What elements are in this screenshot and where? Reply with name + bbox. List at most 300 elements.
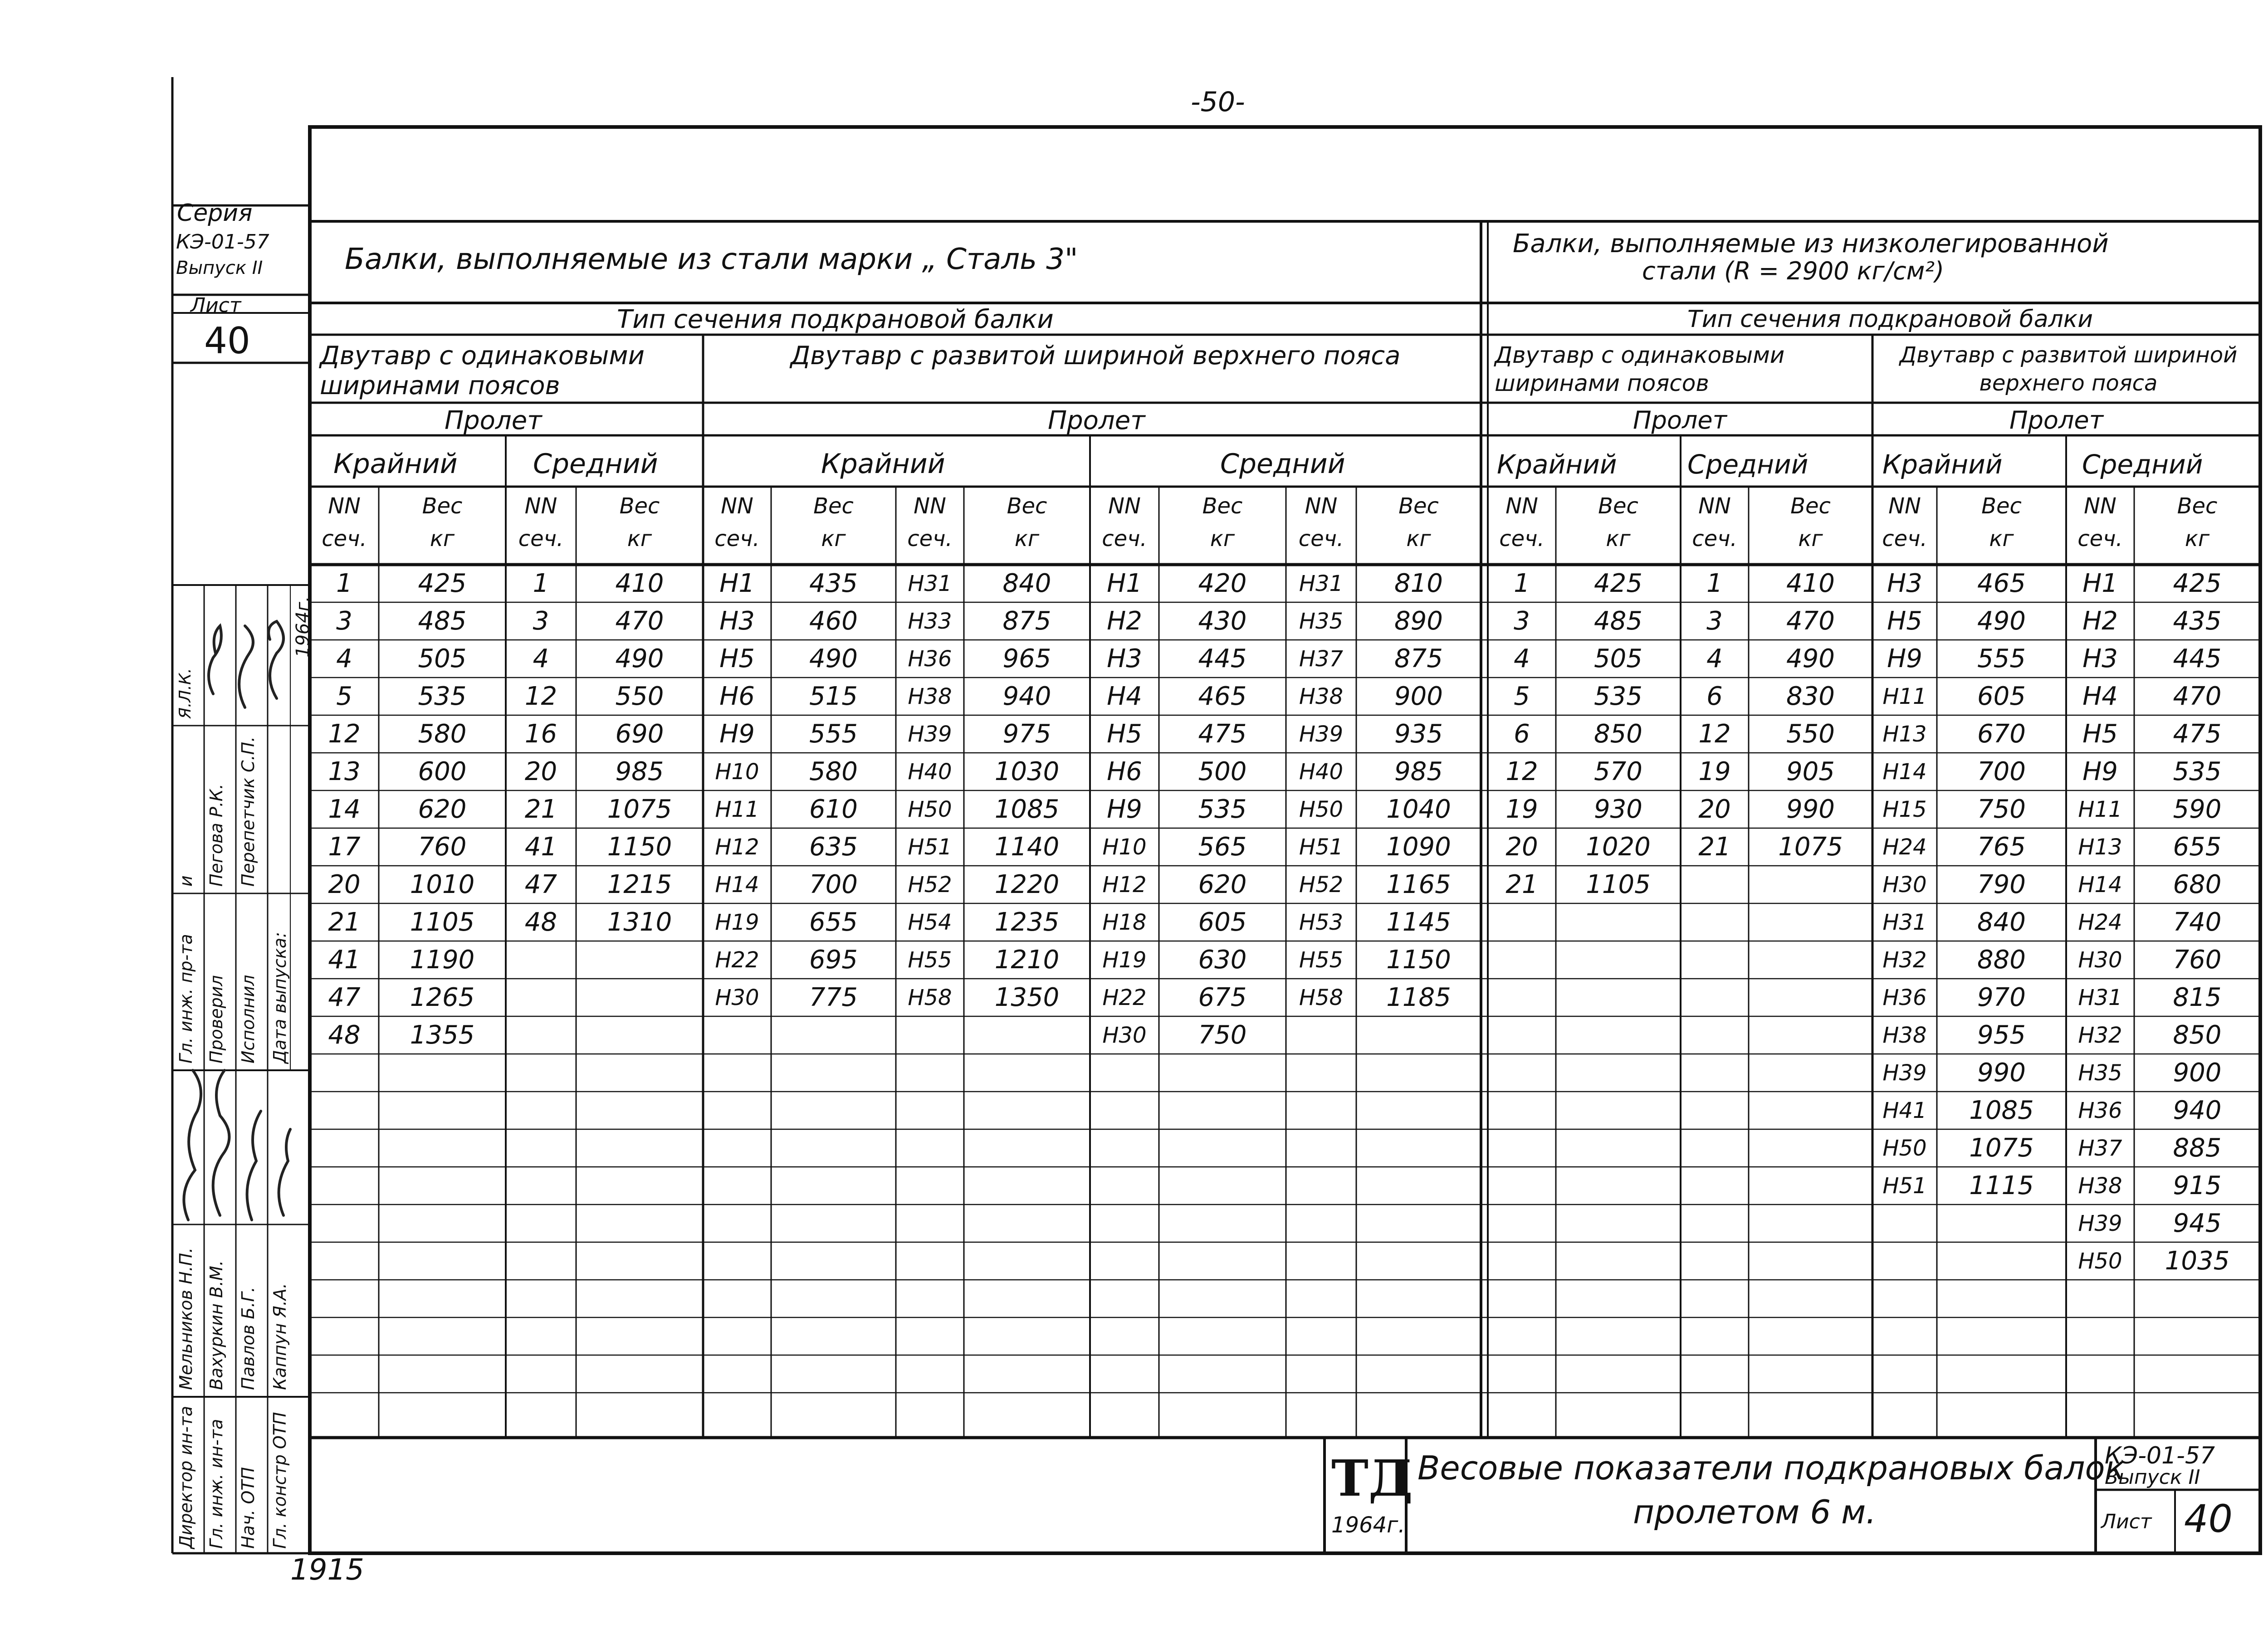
section-number-cell: Н5 [1107, 719, 1142, 749]
weight-cell: 1265 [410, 983, 475, 1012]
title-block-sheet-number: 40 [2184, 1497, 2233, 1541]
section-number-cell: 20 [328, 870, 361, 899]
signatory-role-2: Гл. инж. пр-та [176, 934, 196, 1063]
td-logo-year: 1964г. [1331, 1512, 1405, 1538]
weight-cell: 975 [1002, 719, 1051, 749]
unit-header: кг [1210, 526, 1235, 551]
section-number-cell: Н22 [1102, 985, 1147, 1010]
weight-header: Вес [1790, 493, 1831, 519]
section-number-cell: Н11 [715, 797, 759, 822]
section-number-cell: 4 [1706, 644, 1723, 673]
weight-cell: 535 [1198, 795, 1247, 824]
section-number-cell: Н1 [2082, 569, 2118, 598]
release-year: 1964г. [293, 596, 313, 658]
section-number-cell: 48 [524, 907, 557, 937]
unit-header: кг [1798, 526, 1823, 551]
section-number-cell: Н24 [2078, 910, 2122, 935]
section-number-cell: Н3 [1887, 569, 1922, 598]
weight-cell: 750 [1977, 795, 2026, 824]
weight-cell: 1075 [1969, 1133, 2034, 1163]
section-number-cell: 20 [524, 757, 557, 786]
section-number-cell: Н55 [1299, 947, 1344, 973]
section-number-cell: Н13 [2078, 834, 2122, 860]
section-number-cell: Н30 [1102, 1023, 1147, 1048]
weight-cell: 930 [1594, 795, 1642, 824]
section-number-cell: Н3 [719, 606, 755, 636]
weight-cell: 570 [1594, 757, 1642, 786]
weight-cell: 1350 [994, 983, 1060, 1012]
section-number-cell: Н51 [1299, 834, 1344, 860]
weight-cell: 535 [1594, 682, 1642, 711]
weight-cell: 620 [418, 795, 467, 824]
weight-cell: 740 [2173, 907, 2222, 937]
weight-cell: 840 [1002, 569, 1051, 598]
weight-cell: 775 [809, 983, 858, 1012]
unit-header: кг [627, 526, 652, 551]
weight-header: Вес [422, 493, 463, 519]
section-number-cell: Н35 [1299, 609, 1344, 634]
section-number-cell: 5 [1514, 682, 1530, 711]
weight-cell: 490 [1977, 606, 2026, 636]
nn-header: NN [524, 493, 557, 519]
section-number-cell: 19 [1505, 795, 1538, 824]
weight-cell: 810 [1394, 569, 1443, 598]
weight-cell: 890 [1394, 606, 1443, 636]
section-number-cell: Н54 [908, 910, 952, 935]
left-section-type: Тип сечения подкрановой балки [617, 305, 1054, 334]
section-number-cell: 1 [533, 569, 549, 598]
weight-cell: 985 [615, 757, 664, 786]
weight-cell: 965 [1002, 644, 1051, 673]
section-number-cell: 20 [1505, 832, 1538, 862]
right-middle-2: Средний [2082, 449, 2203, 480]
weight-cell: 1150 [607, 832, 672, 862]
section-number-cell: Н53 [1299, 910, 1344, 935]
weight-cell: 655 [809, 907, 858, 937]
weight-cell: 490 [615, 644, 664, 673]
section-number-cell: 20 [1698, 795, 1731, 824]
nn-header: NN [1305, 493, 1338, 519]
weight-header: Вес [1007, 493, 1047, 519]
left-extreme-2: Крайний [821, 448, 945, 480]
signatory-name-2: и [176, 875, 196, 887]
unit-header: кг [1606, 526, 1631, 551]
sheet-title-line1: Весовые показатели подкрановых балок [1418, 1449, 2125, 1487]
section-number-cell: 1 [1514, 569, 1530, 598]
series-issue: Выпуск II [176, 258, 263, 278]
unit-header: кг [2185, 526, 2210, 551]
weight-cell: 900 [2173, 1058, 2222, 1088]
weight-cell: 1085 [1969, 1096, 2034, 1125]
weight-cell: 655 [2173, 832, 2222, 862]
left-span-2: Пролет [1048, 406, 1145, 435]
section-number-cell: Н37 [1299, 646, 1344, 672]
section-header: сеч. [2077, 526, 2123, 551]
section-number-cell: Н14 [1882, 759, 1927, 785]
signatory-name: Павлов Б.Г. [238, 1287, 258, 1390]
unit-header: кг [821, 526, 846, 551]
weight-cell: 620 [1198, 870, 1247, 899]
series-label: Серия [177, 200, 253, 227]
weight-cell: 435 [2173, 606, 2222, 636]
weight-cell: 690 [615, 719, 664, 749]
section-number-cell: Н9 [719, 719, 755, 749]
nn-header: NN [1505, 493, 1538, 519]
weight-cell: 610 [809, 795, 858, 824]
weight-cell: 485 [418, 606, 467, 636]
title-block-issue: Выпуск II [2105, 1466, 2200, 1489]
unit-header: кг [1406, 526, 1431, 551]
weight-cell: 475 [2173, 719, 2222, 749]
section-number-cell: Н41 [1882, 1098, 1927, 1123]
section-number-cell: Н9 [1107, 795, 1142, 824]
section-number-cell: Н3 [2082, 644, 2118, 673]
section-number-cell: 6 [1514, 719, 1530, 749]
weight-cell: 945 [2173, 1209, 2222, 1238]
weight-cell: 445 [1198, 644, 1247, 673]
section-number-cell: Н5 [719, 644, 755, 673]
left-middle-2: Средний [1220, 448, 1345, 480]
unit-header: кг [1014, 526, 1040, 551]
weight-cell: 475 [1198, 719, 1247, 749]
section-number-cell: Н32 [2078, 1023, 2122, 1048]
weight-cell: 850 [2173, 1020, 2222, 1050]
section-number-cell: 12 [524, 682, 557, 711]
weight-cell: 1030 [994, 757, 1060, 786]
weight-cell: 470 [1786, 606, 1835, 636]
signatory-name: Каппун Я.А. [270, 1283, 290, 1390]
weight-cell: 465 [1977, 569, 2026, 598]
page-number: -50- [1191, 86, 1245, 118]
weight-cell: 1105 [1586, 870, 1651, 899]
weight-cell: 695 [809, 945, 858, 975]
weight-cell: 550 [1786, 719, 1835, 749]
section-number-cell: 1 [336, 569, 352, 598]
sheet-label-left: Лист [191, 294, 241, 317]
weight-header: Вес [619, 493, 660, 519]
signatory-role-2: Проверил [206, 975, 226, 1063]
section-header: сеч. [1102, 526, 1147, 551]
section-header: сеч. [322, 526, 367, 551]
section-number-cell: 16 [524, 719, 557, 749]
weight-cell: 875 [1002, 606, 1051, 636]
section-number-cell: Н3 [1107, 644, 1142, 673]
unit-header: кг [430, 526, 455, 551]
signatory-name-2: Перепетчик С.П. [238, 736, 258, 887]
weight-header: Вес [1202, 493, 1243, 519]
weight-cell: 580 [418, 719, 467, 749]
title-block-sheet-label: Лист [2101, 1510, 2152, 1533]
weight-header: Вес [1598, 493, 1638, 519]
weight-cell: 535 [418, 682, 467, 711]
weight-cell: 425 [2173, 569, 2222, 598]
weight-cell: 445 [2173, 644, 2222, 673]
signatory-role-2: Исполнил [238, 975, 258, 1063]
section-number-cell: 41 [328, 945, 361, 975]
weight-cell: 425 [418, 569, 467, 598]
weight-cell: 935 [1394, 719, 1443, 749]
weight-cell: 915 [2173, 1171, 2222, 1200]
section-number-cell: Н14 [2078, 872, 2122, 897]
section-number-cell: Н58 [1299, 985, 1344, 1010]
weight-cell: 410 [1786, 569, 1835, 598]
weight-cell: 940 [1002, 682, 1051, 711]
nn-header: NN [721, 493, 753, 519]
left-middle-1: Средний [533, 448, 658, 480]
weight-cell: 635 [809, 832, 858, 862]
weight-cell: 505 [1594, 644, 1642, 673]
weight-cell: 1165 [1386, 870, 1451, 899]
section-number-cell: Н31 [1882, 910, 1927, 935]
section-number-cell: Н32 [1882, 947, 1927, 973]
nn-header: NN [1108, 493, 1141, 519]
section-number-cell: Н36 [2078, 1098, 2122, 1123]
section-number-cell: Н19 [715, 910, 759, 935]
weight-cell: 1085 [994, 795, 1060, 824]
section-number-cell: Н1 [1107, 569, 1142, 598]
weight-cell: 1310 [607, 907, 672, 937]
footer-number: 1915 [290, 1553, 364, 1587]
section-number-cell: Н30 [715, 985, 759, 1010]
left-extreme-1: Крайний [333, 448, 458, 480]
weight-cell: 1105 [410, 907, 475, 937]
weight-cell: 1075 [1778, 832, 1843, 862]
weight-cell: 1355 [410, 1020, 475, 1050]
section-header: сеч. [1499, 526, 1545, 551]
section-number-cell: Н40 [1299, 759, 1344, 785]
signatory-role: Гл. констр ОТП [270, 1412, 290, 1549]
weight-cell: 700 [1977, 757, 2026, 786]
section-number-cell: Н1 [719, 569, 755, 598]
section-number-cell: Н9 [1887, 644, 1922, 673]
weight-cell: 1210 [994, 945, 1060, 975]
weight-cell: 505 [418, 644, 467, 673]
weight-cell: 1040 [1386, 795, 1451, 824]
weight-cell: 1140 [994, 832, 1060, 862]
section-number-cell: Н39 [1299, 722, 1344, 747]
weight-cell: 565 [1198, 832, 1247, 862]
weight-cell: 840 [1977, 907, 2026, 937]
signatory-name: Вахуркин В.М. [206, 1260, 226, 1390]
weight-cell: 460 [809, 606, 858, 636]
section-number-cell: 4 [1514, 644, 1530, 673]
section-number-cell: 5 [336, 682, 352, 711]
section-number-cell: Н33 [908, 609, 952, 634]
right-extreme-2: Крайний [1882, 449, 2003, 480]
section-number-cell: 1 [1706, 569, 1723, 598]
section-number-cell: Н30 [1882, 872, 1927, 897]
weight-cell: 490 [1786, 644, 1835, 673]
section-header: сеч. [714, 526, 760, 551]
left-sub2: Двутавр с развитой шириной верхнего пояса [790, 341, 1401, 371]
section-number-cell: 12 [328, 719, 361, 749]
weight-header: Вес [1398, 493, 1439, 519]
weight-cell: 830 [1786, 682, 1835, 711]
weight-cell: 1190 [410, 945, 475, 975]
section-number-cell: Н38 [908, 684, 952, 709]
weight-cell: 485 [1594, 606, 1642, 636]
section-number-cell: Н4 [1107, 682, 1142, 711]
left-span-1: Пролет [445, 406, 542, 435]
right-section-type: Тип сечения подкрановой балки [1687, 306, 2093, 333]
weight-cell: 410 [615, 569, 664, 598]
section-number-cell: Н22 [715, 947, 759, 973]
section-header: сеч. [518, 526, 564, 551]
section-number-cell: 12 [1698, 719, 1731, 749]
signatory-role: Гл. инж. ин-та [206, 1419, 226, 1549]
section-header: сеч. [907, 526, 953, 551]
signatory-name: Мельников Н.П. [176, 1247, 196, 1390]
weight-cell: 790 [1977, 870, 2026, 899]
nn-header: NN [1698, 493, 1731, 519]
section-number-cell: Н38 [2078, 1173, 2122, 1199]
section-number-cell: 14 [328, 795, 361, 824]
weight-cell: 815 [2173, 983, 2222, 1012]
weight-cell: 900 [1394, 682, 1443, 711]
weight-cell: 675 [1198, 983, 1247, 1012]
left-group-title: Балки, выполняемые из стали марки „ Сталь 3" [345, 243, 1078, 276]
section-number-cell: Н51 [908, 834, 952, 860]
section-number-cell: Н39 [1882, 1060, 1927, 1086]
weight-cell: 465 [1198, 682, 1247, 711]
weight-cell: 435 [809, 569, 858, 598]
section-number-cell: Н51 [1882, 1173, 1927, 1199]
weight-cell: 885 [2173, 1133, 2222, 1163]
weight-cell: 550 [615, 682, 664, 711]
section-number-cell: 12 [1505, 757, 1538, 786]
section-number-cell: Н4 [2082, 682, 2118, 711]
section-number-cell: Н50 [1882, 1136, 1927, 1161]
section-number-cell: 21 [1698, 832, 1731, 862]
section-number-cell: 4 [533, 644, 549, 673]
weight-header: Вес [2177, 493, 2218, 519]
weight-cell: 880 [1977, 945, 2026, 975]
weight-cell: 875 [1394, 644, 1443, 673]
weight-cell: 850 [1594, 719, 1642, 749]
section-number-cell: 21 [524, 795, 557, 824]
title-block-code: КЭ-01-57 [2105, 1442, 2215, 1469]
section-number-cell: 21 [328, 907, 361, 937]
weight-cell: 1035 [2165, 1246, 2230, 1276]
section-number-cell: 4 [336, 644, 352, 673]
signatory-role: Директор ин-та [176, 1405, 196, 1549]
sheet-title-line2: пролетом 6 м. [1633, 1493, 1877, 1531]
section-number-cell: Н35 [2078, 1060, 2122, 1086]
section-number-cell: Н5 [2082, 719, 2118, 749]
weight-cell: 905 [1786, 757, 1835, 786]
left-sub1: Двутавр с одинаковыми ширинами поясов [320, 341, 645, 400]
right-span-2: Пролет [2009, 406, 2104, 434]
weight-cell: 430 [1198, 606, 1247, 636]
weight-cell: 700 [809, 870, 858, 899]
weight-cell: 750 [1198, 1020, 1247, 1050]
section-number-cell: Н40 [908, 759, 952, 785]
section-number-cell: Н52 [1299, 872, 1344, 897]
weight-cell: 1115 [1969, 1171, 2034, 1200]
weight-cell: 420 [1198, 569, 1247, 598]
weight-cell: 760 [418, 832, 467, 862]
section-number-cell: 21 [1505, 870, 1538, 899]
section-number-cell: Н19 [1102, 947, 1147, 973]
weight-cell: 680 [2173, 870, 2222, 899]
signatory-role-2: Дата выпуска: [270, 932, 290, 1063]
section-number-cell: 3 [1706, 606, 1723, 636]
section-number-cell: Н37 [2078, 1136, 2122, 1161]
section-header: сеч. [1692, 526, 1737, 551]
weight-cell: 1075 [607, 795, 672, 824]
section-number-cell: Н12 [715, 834, 759, 860]
weight-cell: 1215 [607, 870, 672, 899]
section-number-cell: Н55 [908, 947, 952, 973]
nn-header: NN [328, 493, 361, 519]
sheet-number-left: 40 [204, 320, 250, 362]
section-number-cell: Н50 [908, 797, 952, 822]
weight-cell: 555 [1977, 644, 2026, 673]
section-number-cell: 3 [336, 606, 352, 636]
section-number-cell: Н12 [1102, 872, 1147, 897]
weight-cell: 580 [809, 757, 858, 786]
section-number-cell: Н31 [1299, 571, 1344, 596]
section-number-cell: Н24 [1882, 834, 1927, 860]
section-number-cell: Н39 [908, 722, 952, 747]
weight-cell: 1220 [994, 870, 1060, 899]
weight-cell: 1185 [1386, 983, 1451, 1012]
weight-cell: 1090 [1386, 832, 1451, 862]
section-number-cell: 41 [524, 832, 557, 862]
section-number-cell: Н18 [1102, 910, 1147, 935]
td-logo: ТД [1331, 1449, 1413, 1507]
section-number-cell: Н31 [2078, 985, 2122, 1010]
weight-cell: 760 [2173, 945, 2222, 975]
section-number-cell: Н6 [1107, 757, 1142, 786]
weight-cell: 470 [2173, 682, 2222, 711]
section-number-cell: Н6 [719, 682, 755, 711]
nn-header: NN [2084, 493, 2116, 519]
weight-cell: 970 [1977, 983, 2026, 1012]
weight-cell: 1020 [1586, 832, 1651, 862]
stamp-label: Я.Л.К. [176, 668, 195, 719]
weight-cell: 985 [1394, 757, 1443, 786]
right-middle-1: Средний [1687, 449, 1809, 480]
section-header: сеч. [1298, 526, 1344, 551]
weight-cell: 765 [1977, 832, 2026, 862]
section-number-cell: Н38 [1299, 684, 1344, 709]
section-number-cell: 3 [533, 606, 549, 636]
section-number-cell: Н39 [2078, 1211, 2122, 1236]
right-group-title-1: Балки, выполняемые из низколегированной [1513, 229, 2109, 258]
weight-header: Вес [813, 493, 854, 519]
weight-cell: 500 [1198, 757, 1247, 786]
right-group-title-2: стали (R = 2900 кг/см²) [1642, 257, 1945, 285]
section-number-cell: 47 [524, 870, 557, 899]
weight-cell: 535 [2173, 757, 2222, 786]
section-number-cell: Н11 [1882, 684, 1927, 709]
section-header: сеч. [1882, 526, 1927, 551]
weight-cell: 555 [809, 719, 858, 749]
weight-cell: 670 [1977, 719, 2026, 749]
section-number-cell: Н58 [908, 985, 952, 1010]
section-number-cell: 19 [1698, 757, 1731, 786]
unit-header: кг [1989, 526, 2014, 551]
section-number-cell: Н2 [2082, 606, 2118, 636]
weight-cell: 605 [1198, 907, 1247, 937]
right-sub1: Двутавр с одинаковыми ширинами поясов [1495, 342, 1785, 396]
weight-cell: 1150 [1386, 945, 1451, 975]
section-number-cell: Н14 [715, 872, 759, 897]
weight-cell: 1145 [1386, 907, 1451, 937]
section-number-cell: Н5 [1887, 606, 1922, 636]
signatory-name-2: Пегова Р.К. [206, 784, 226, 887]
